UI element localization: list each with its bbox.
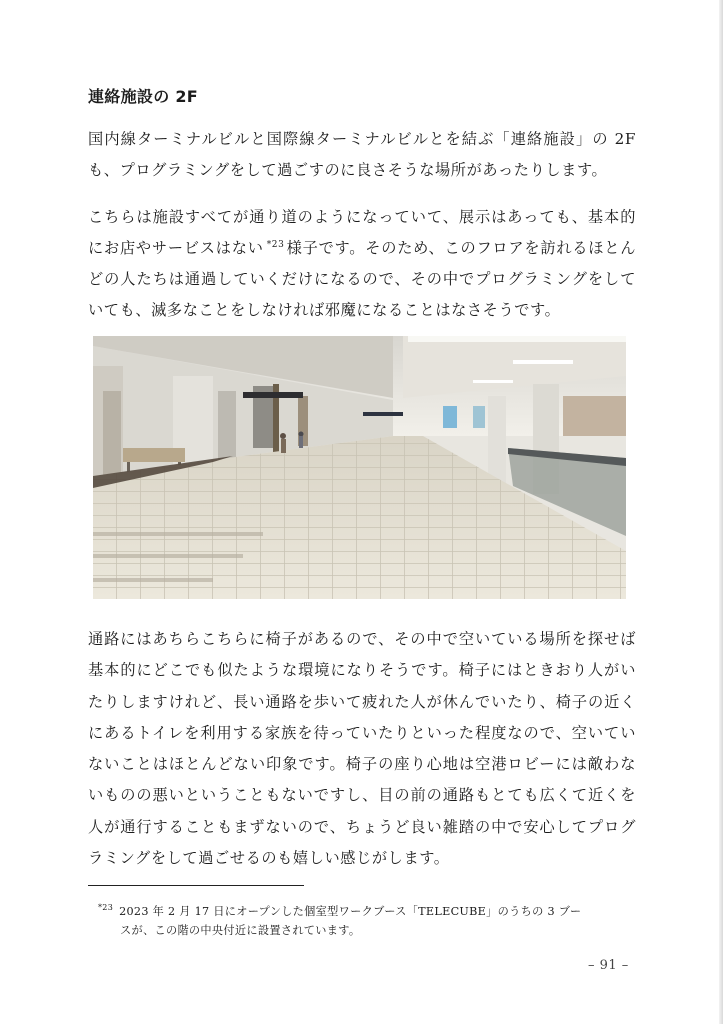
footnote-ref[interactable]: *23 (266, 239, 285, 250)
footnote-rule (88, 885, 304, 886)
section-heading: 連絡施設の 2F (88, 87, 199, 106)
corridor-photo (93, 336, 626, 599)
paragraph-1: 国内線ターミナルビルと国際線ターミナルビルとを結ぶ「連絡施設」の 2F も、プログラミングをして過ごすのに良さそうな場所があったりします。 (88, 130, 636, 179)
paragraph-2 (88, 202, 636, 326)
footnote-line-2: スが、この階の中央付近に設置されています。 (120, 924, 361, 937)
page-edge (719, 0, 723, 1024)
footnote-mark: *23 (98, 903, 114, 913)
footnote-line-1: 2023 年 2 月 17 日にオープンした個室型ワークブース「TELECUBE」のうちの 3 ブー (119, 905, 582, 918)
paragraph-3: 通路にはあちらこちらに椅子があるので、その中で空いている場所を探せば基本的にどこでも似たような環境になりそうです。椅子にはときおり人がいたりしますけれど、長い通路を歩いて疲れた人が休んでいたり、椅子の近くにあるトイレを利用する家族を待っていたりといった程度なので、空いていないことはほとんどない印象です。椅子の座り心地は空港ロビーには敵わないものの悪いということもないですし、目の前の通路もとても広くて近くを人が通行することもまずないので、ちょうど良い雑踏の中で安心してプログラミングをして過ごせるのも嬉しい感じがします。 (88, 630, 636, 868)
footnote (98, 902, 618, 940)
page-number: – 91 – (588, 958, 629, 973)
paragraph-2-text-b: 様子です。そのため、このフロアを訪れるほとんどの人たちは通過していくだけになるので、その中でプログラミングをしていても、滅多なことをしなければ邪魔になることはなさそうです。 (88, 239, 636, 319)
paragraph-2-text-a: こちらは施設すべてが通り道のようになっていて、展示はあっても、基本的にお店やサービスはない (88, 208, 636, 257)
